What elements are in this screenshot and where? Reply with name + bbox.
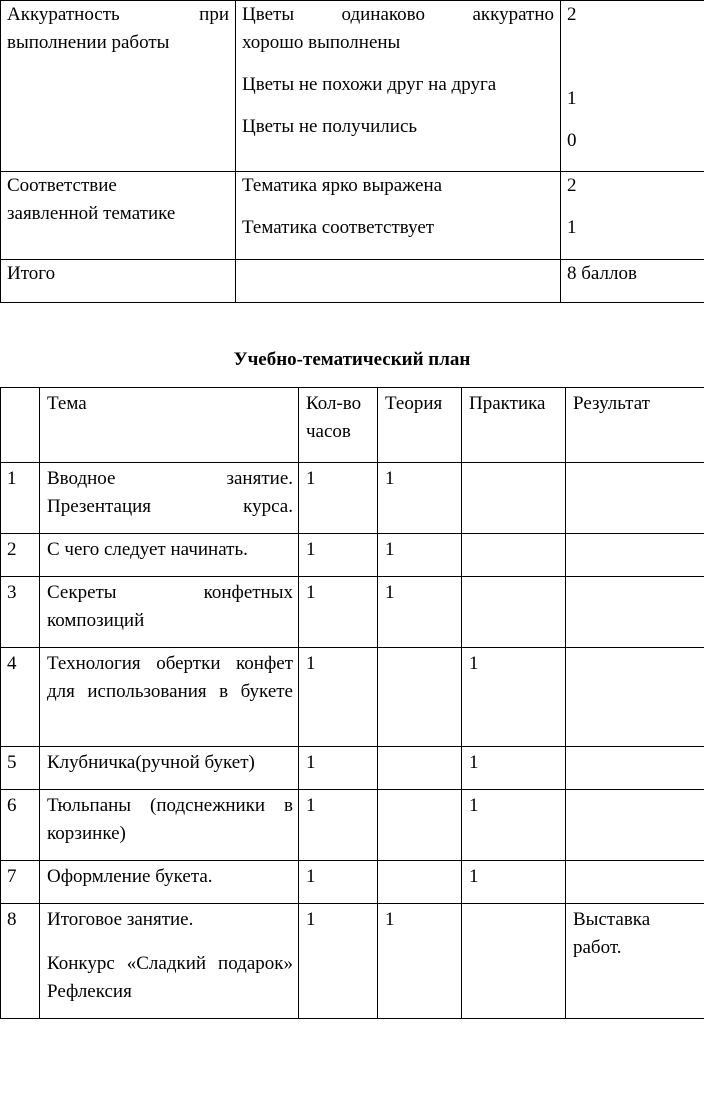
- row-num: 2: [1, 534, 40, 577]
- row-topic: [40, 790, 299, 861]
- plan-table: [0, 387, 704, 1019]
- header-num: [1, 388, 40, 463]
- row-topic: [40, 577, 299, 648]
- row-hours: 1: [299, 463, 378, 534]
- row-theory: 1: [378, 534, 462, 577]
- row-hours: 1: [299, 904, 378, 1019]
- points-cell: 8 баллов: [561, 260, 704, 303]
- criteria-row: [1, 172, 704, 260]
- row-practice: 1: [462, 790, 566, 861]
- row-practice: [462, 534, 566, 577]
- header-practice: Практика: [462, 388, 566, 463]
- row-practice: 1: [462, 861, 566, 904]
- row-topic-text: Вводное занятие. Презентация курса.: [47, 468, 293, 517]
- row-num: 7: [1, 861, 40, 904]
- row-result: [566, 747, 704, 790]
- row-topic: [40, 463, 299, 534]
- description-text: Цветы одинаково аккуратно: [242, 4, 554, 25]
- points-value: 0: [567, 130, 577, 151]
- criterion-cell: Итого: [1, 260, 236, 303]
- criterion-text: Соответствие: [7, 175, 117, 196]
- row-topic-extra: Конкурс «Сладкий подарок» Рефлексия: [47, 953, 293, 1002]
- row-practice: [462, 577, 566, 648]
- criteria-table: [0, 0, 704, 303]
- row-theory: 1: [378, 463, 462, 534]
- row-practice: 1: [462, 747, 566, 790]
- row-topic-text: Итоговое занятие.: [47, 909, 194, 930]
- plan-row: [1, 648, 704, 747]
- criterion-text: Аккуратность при: [7, 4, 229, 25]
- row-topic: [40, 904, 299, 1019]
- row-result: [566, 790, 704, 861]
- description-text: хорошо выполнены: [242, 32, 401, 53]
- row-practice: [462, 463, 566, 534]
- row-theory: 1: [378, 904, 462, 1019]
- description-cell: [236, 172, 561, 260]
- plan-row: [1, 861, 704, 904]
- row-topic-text: Секреты конфетных композиций: [47, 582, 293, 631]
- description-text: Цветы не получились: [242, 116, 418, 137]
- row-result: [566, 463, 704, 534]
- criterion-cell: [1, 1, 236, 172]
- row-practice: [462, 904, 566, 1019]
- header-theory: Теория: [378, 388, 462, 463]
- description-text: Тематика соответствует: [242, 217, 435, 238]
- row-num: 8: [1, 904, 40, 1019]
- criteria-row: [1, 1, 704, 172]
- criterion-text: заявленной тематике: [7, 203, 176, 224]
- row-hours: 1: [299, 790, 378, 861]
- points-cell: [561, 1, 704, 172]
- row-theory: [378, 648, 462, 747]
- plan-row: [1, 904, 704, 1019]
- plan-row: [1, 577, 704, 648]
- row-topic: [40, 648, 299, 747]
- plan-row: [1, 790, 704, 861]
- row-hours: 1: [299, 577, 378, 648]
- row-topic: Оформление букета.: [40, 861, 299, 904]
- header-result: Результат: [566, 388, 704, 463]
- plan-header-row: [1, 388, 704, 463]
- row-result: [566, 861, 704, 904]
- row-num: 6: [1, 790, 40, 861]
- row-topic: Клубничка(ручной букет): [40, 747, 299, 790]
- plan-row: [1, 534, 704, 577]
- row-hours: 1: [299, 534, 378, 577]
- plan-row: [1, 463, 704, 534]
- row-num: 5: [1, 747, 40, 790]
- criterion-text: выполнении работы: [7, 32, 170, 53]
- row-result: [566, 648, 704, 747]
- row-hours: 1: [299, 861, 378, 904]
- description-cell: [236, 1, 561, 172]
- row-hours: 1: [299, 747, 378, 790]
- row-theory: [378, 790, 462, 861]
- plan-row: [1, 747, 704, 790]
- row-num: 1: [1, 463, 40, 534]
- row-num: 4: [1, 648, 40, 747]
- row-theory: [378, 747, 462, 790]
- criterion-cell: [1, 172, 236, 260]
- points-value: 2: [567, 175, 577, 196]
- points-cell: [561, 172, 704, 260]
- row-result: Выставка работ.: [566, 904, 704, 1019]
- row-topic-text: Тюльпаны (подснежники в корзинке): [47, 795, 293, 844]
- row-hours: 1: [299, 648, 378, 747]
- row-result: [566, 534, 704, 577]
- row-result: [566, 577, 704, 648]
- row-theory: 1: [378, 577, 462, 648]
- row-topic-text: Технология обертки конфет для использования в букете: [47, 653, 293, 702]
- row-practice: 1: [462, 648, 566, 747]
- description-cell: [236, 260, 561, 303]
- header-hours: Кол-во часов: [299, 388, 378, 463]
- row-num: 3: [1, 577, 40, 648]
- row-theory: [378, 861, 462, 904]
- points-value: 1: [567, 88, 577, 109]
- points-value: 2: [567, 4, 577, 25]
- header-topic: Тема: [40, 388, 299, 463]
- description-text: Цветы не похожи друг на друга: [242, 74, 497, 95]
- criteria-row: [1, 260, 704, 303]
- row-topic: С чего следует начинать.: [40, 534, 299, 577]
- plan-title: Учебно-тематический план: [233, 349, 471, 370]
- points-value: 1: [567, 217, 577, 238]
- description-text: Тематика ярко выражена: [242, 175, 443, 196]
